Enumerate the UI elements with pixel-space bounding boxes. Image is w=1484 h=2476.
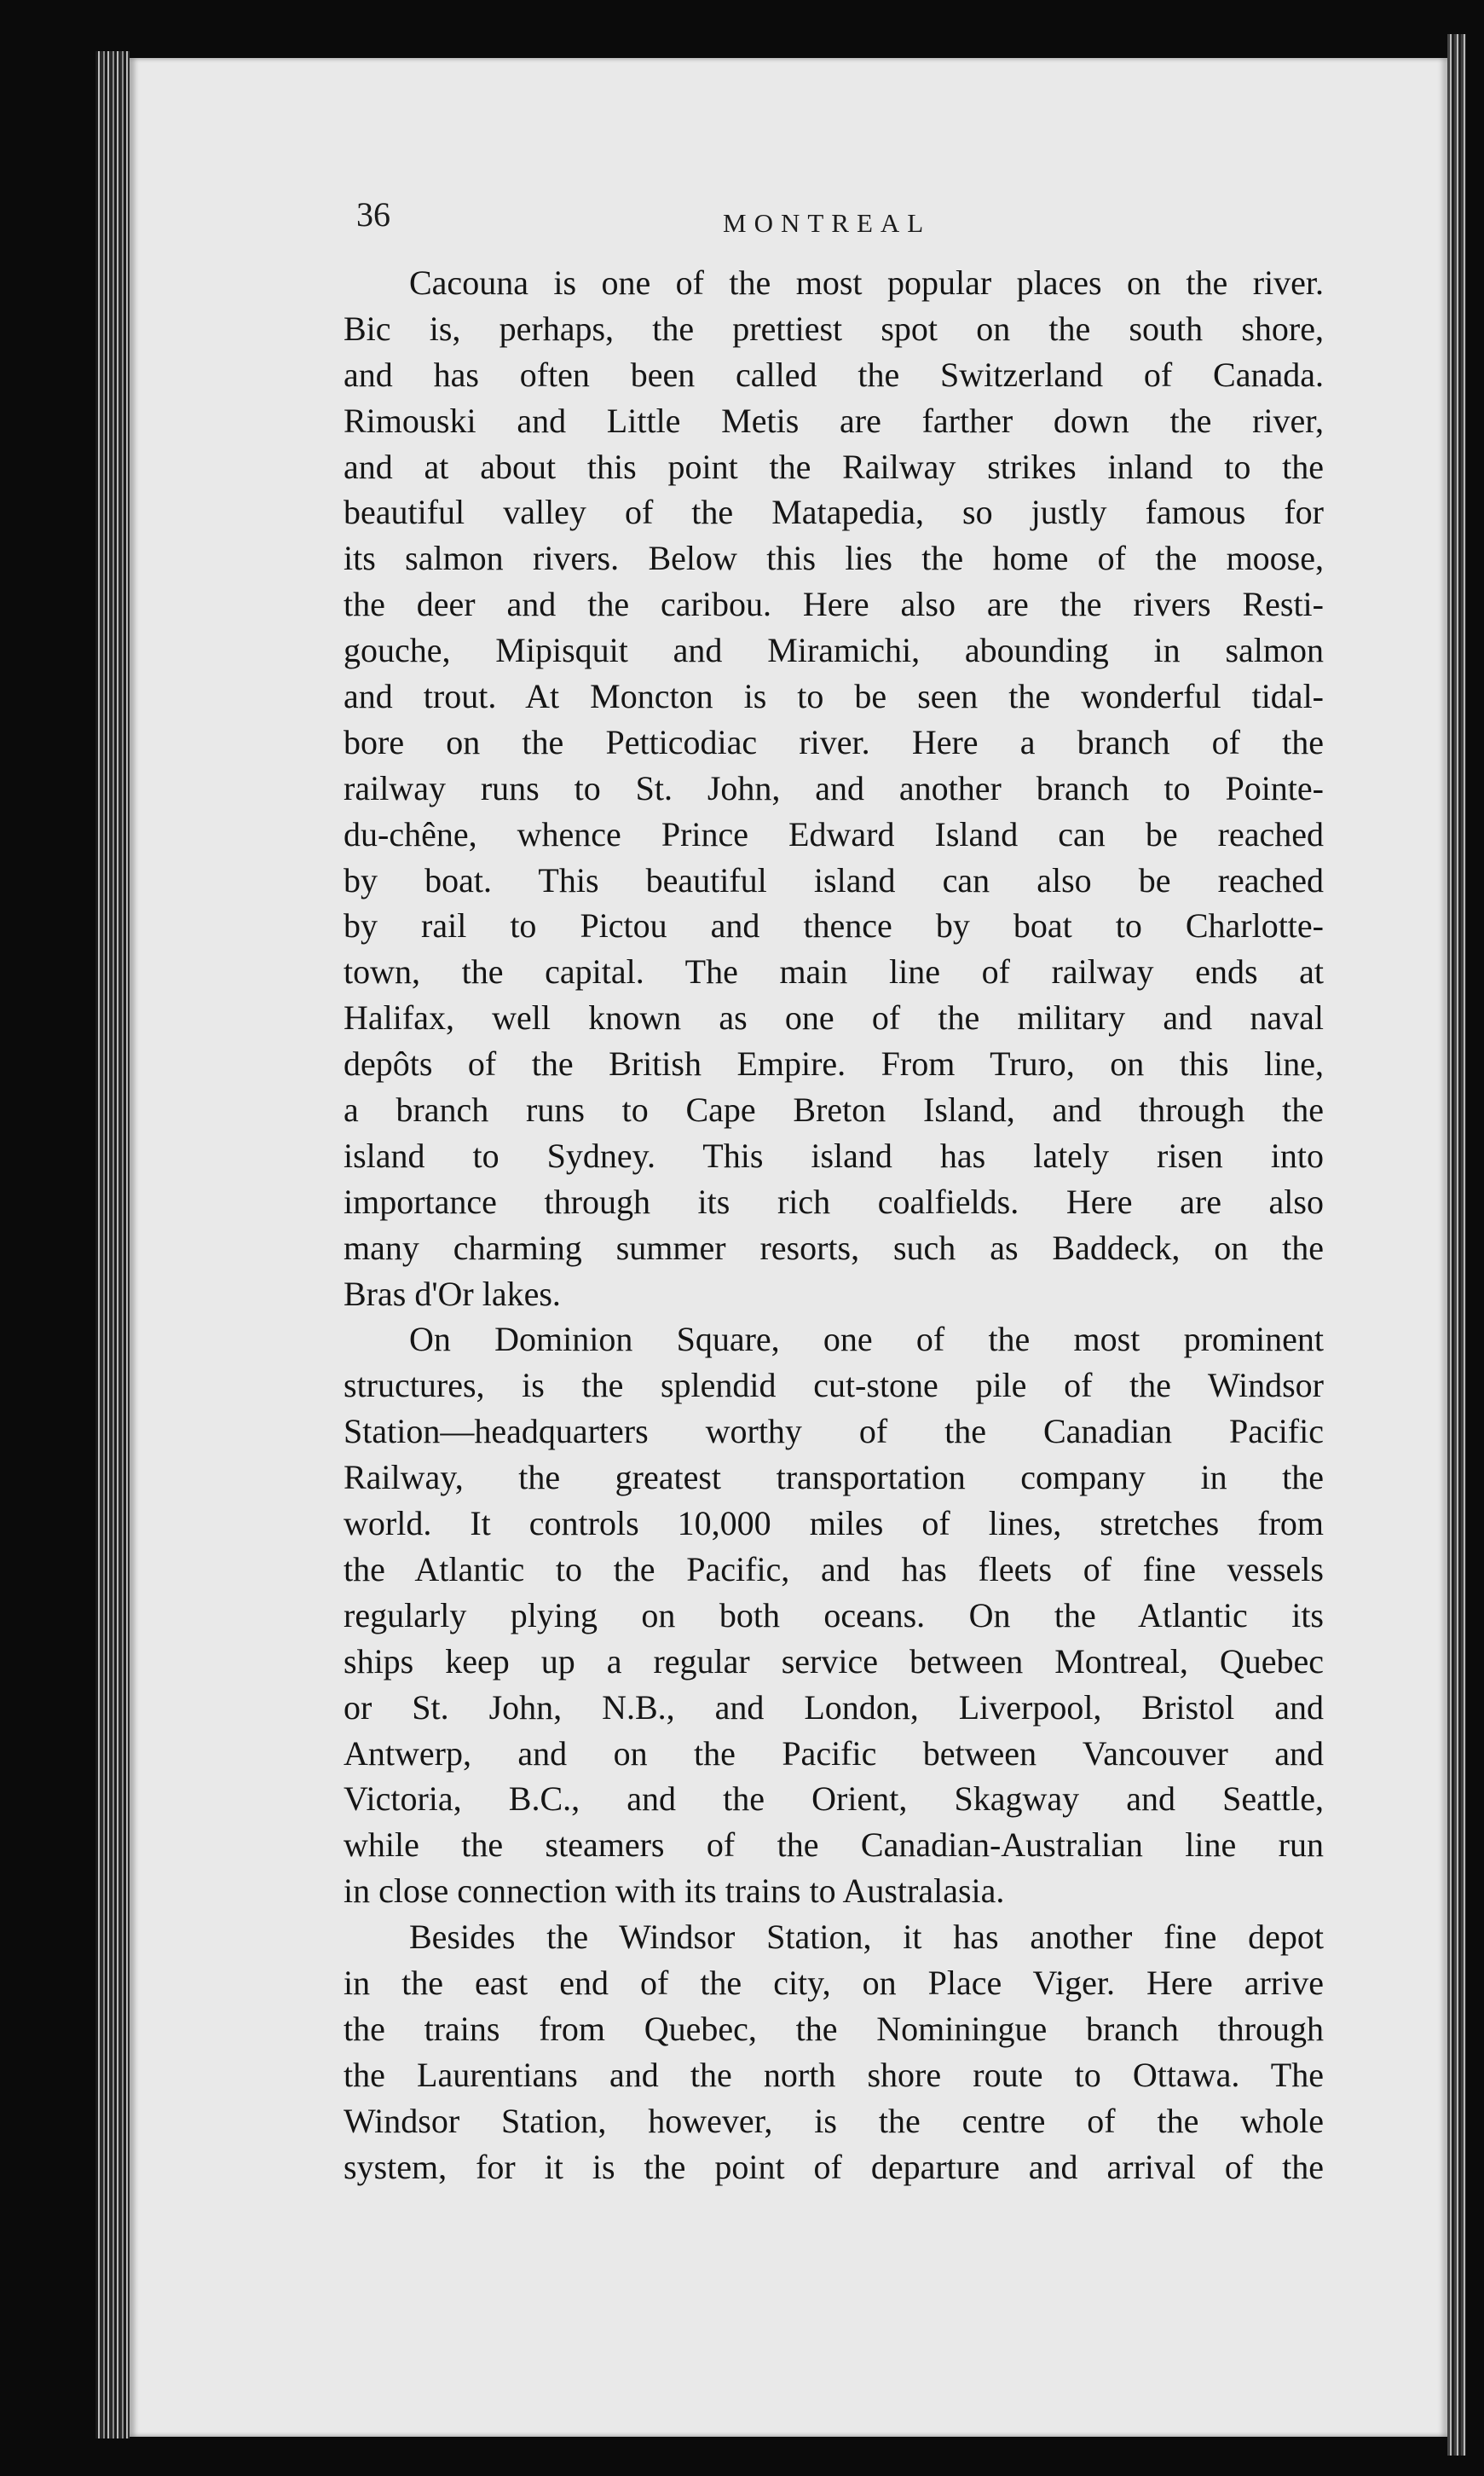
text-line: and at about this point the Railway strikes inland to the <box>344 447 1324 486</box>
page-stack-edge <box>1447 34 1466 2456</box>
text-line: island to Sydney. This island has lately risen into <box>344 1136 1324 1175</box>
text-line: gouche, Mipisquit and Miramichi, abounding in salmon <box>344 631 1324 670</box>
text-line: a branch runs to Cape Breton Island, and through the <box>344 1090 1324 1130</box>
text-line: regularly plying on both oceans. On the Atlantic its <box>344 1595 1324 1634</box>
text-line: Halifax, well known as one of the military and naval <box>344 998 1324 1038</box>
text-line: or St. John, N.B., and London, Liverpool, Bristol and <box>344 1687 1324 1727</box>
text-line: the Atlantic to the Pacific, and has fleets of fine vessels <box>344 1549 1324 1588</box>
text-line: Cacouna is one of the most popular places on the river. <box>409 263 1324 302</box>
text-line: Windsor Station, however, is the centre of the whole <box>344 2101 1324 2140</box>
book-spine-edge <box>95 51 130 2438</box>
text-line: bore on the Petticodiac river. Here a branch of the <box>344 722 1324 761</box>
text-line: and trout. At Moncton is to be seen the wonderful tidal- <box>344 677 1324 716</box>
text-line: its salmon rivers. Below this lies the home of the moose, <box>344 539 1324 578</box>
text-line: Antwerp, and on the Pacific between Vancouver and <box>344 1733 1324 1773</box>
text-line: beautiful valley of the Matapedia, so justly famous for <box>344 493 1324 532</box>
text-line: du-chêne, whence Prince Edward Island can be reached <box>344 814 1324 853</box>
text-line: depôts of the British Empire. From Truro, on this line, <box>344 1044 1324 1084</box>
text-line: structures, is the splendid cut-stone pile of the Windsor <box>344 1366 1324 1405</box>
text-line: Station—headquarters worthy of the Canadian Pacific <box>344 1412 1324 1451</box>
text-line: On Dominion Square, one of the most prominent <box>409 1320 1324 1359</box>
body-text <box>344 260 1324 2190</box>
text-line: Railway, the greatest transportation company in the <box>344 1458 1324 1497</box>
text-line: ships keep up a regular service between Montreal, Quebec <box>344 1641 1324 1681</box>
text-line: the Laurentians and the north shore route to Ottawa. The <box>344 2055 1324 2094</box>
paragraph <box>344 1316 1324 1914</box>
paragraph <box>344 260 1324 1316</box>
text-line: and has often been called the Switzerland of Canada. <box>344 355 1324 394</box>
text-line: in close connection with its trains to Australasia. <box>344 1871 1005 1911</box>
text-line: Bic is, perhaps, the prettiest spot on the south shore, <box>344 309 1324 348</box>
text-line: many charming summer resorts, such as Baddeck, on the <box>344 1228 1324 1267</box>
paragraph <box>344 1914 1324 2190</box>
text-line: the deer and the caribou. Here also are the rivers Resti- <box>344 585 1324 624</box>
text-line: town, the capital. The main line of railway ends at <box>344 952 1324 992</box>
page-header <box>356 194 1319 246</box>
text-line: while the steamers of the Canadian-Australian line run <box>344 1825 1324 1865</box>
text-line: Victoria, B.C., and the Orient, Skagway and Seattle, <box>344 1779 1324 1819</box>
page-number: 36 <box>356 195 390 234</box>
text-line: railway runs to St. John, and another branch to Pointe- <box>344 768 1324 807</box>
text-line: world. It controls 10,000 miles of lines, stretches from <box>344 1504 1324 1543</box>
text-line: by rail to Pictou and thence by boat to Charlotte- <box>344 906 1324 946</box>
running-head: MONTREAL <box>723 208 932 238</box>
text-line: importance through its rich coalfields. Here are also <box>344 1182 1324 1221</box>
text-line: the trains from Quebec, the Nominingue branch through <box>344 2009 1324 2048</box>
text-line: in the east end of the city, on Place Viger. Here arrive <box>344 1963 1324 2002</box>
text-line: Besides the Windsor Station, it has another fine depot <box>409 1918 1324 1957</box>
text-line: Rimouski and Little Metis are farther down the river, <box>344 401 1324 440</box>
text-line: system, for it is the point of departure and arrival of the <box>344 2147 1324 2186</box>
text-line: Bras d'Or lakes. <box>344 1274 561 1313</box>
text-line: by boat. This beautiful island can also be reached <box>344 860 1324 900</box>
